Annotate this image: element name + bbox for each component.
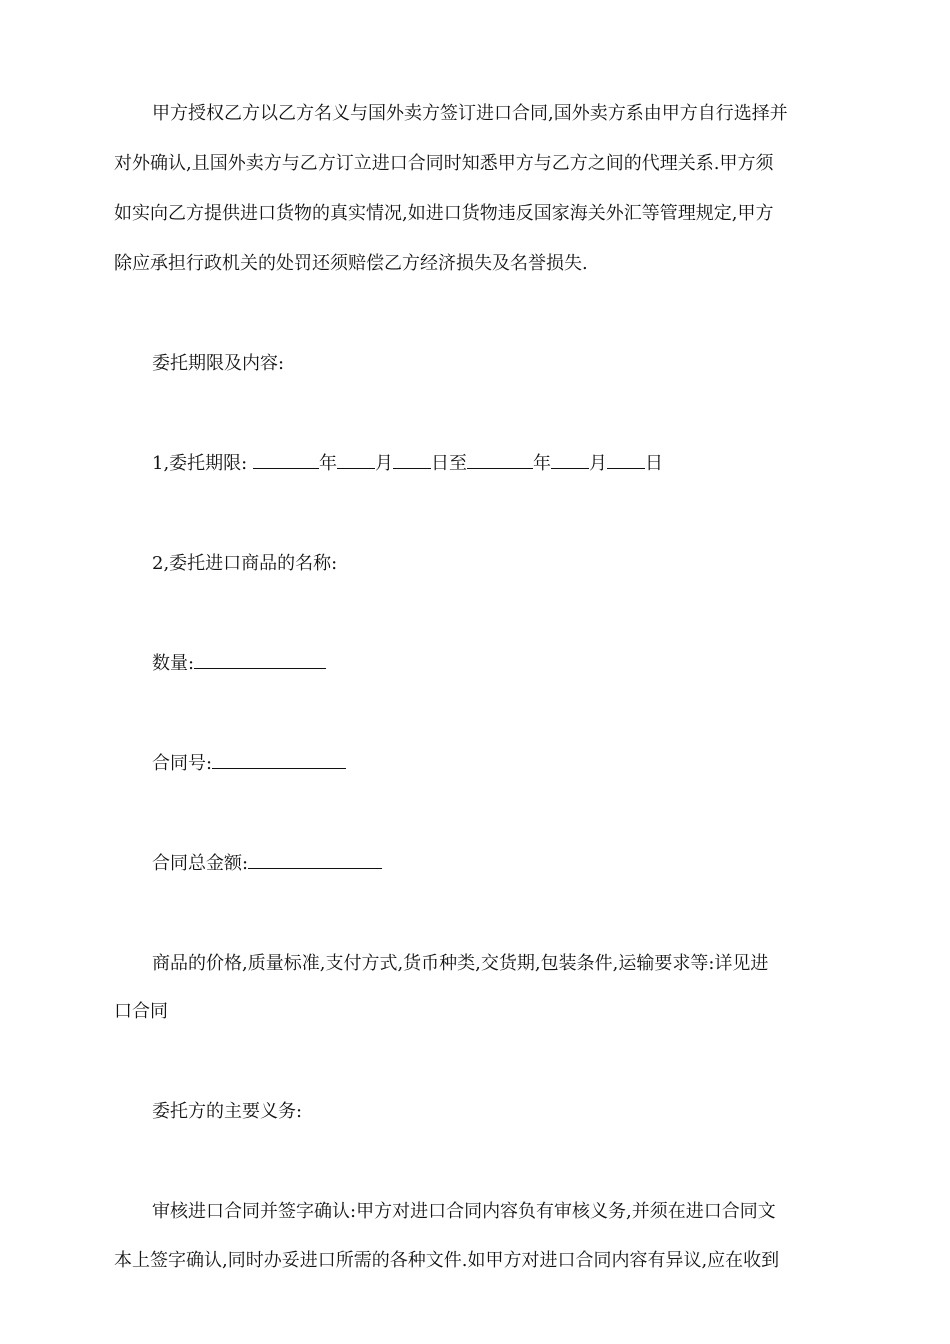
day-blank-1[interactable] [393,452,431,469]
contract-number-label: 合同号: [152,753,213,774]
term-label: 1,委托期限: [152,453,253,474]
heading-principal-duties: 委托方的主要义务: [152,1101,303,1122]
term-of-entrustment-line [152,452,882,476]
month-blank-2[interactable] [551,452,589,469]
year-blank-1[interactable] [253,452,319,469]
day-unit-2: 日 [644,453,663,474]
month-unit-2: 月 [588,453,607,474]
paragraph-authorization-line-2: 对外确认,且国外卖方与乙方订立进口合同时知悉甲方与乙方之间的代理关系.甲方须 [114,153,774,174]
year-unit-1: 年 [318,453,337,474]
paragraph-review-contract-line-2: 本上签字确认,同时办妥进口所需的各种文件.如甲方对进口合同内容有异议,应在收到 [114,1250,780,1271]
month-unit-1: 月 [374,453,393,474]
day-to-unit: 日至 [430,453,467,474]
quantity-blank[interactable] [194,652,326,669]
quantity-label: 数量: [152,653,195,674]
paragraph-review-contract-line-1: 审核进口合同并签字确认:甲方对进口合同内容负有审核义务,并须在进口合同文 [152,1201,776,1222]
paragraph-authorization-line-3: 如实向乙方提供进口货物的真实情况,如进口货物违反国家海关外汇等管理规定,甲方 [114,203,774,224]
paragraph-goods-terms-line-1: 商品的价格,质量标准,支付方式,货币种类,交货期,包装条件,运输要求等:详见进 [152,953,769,974]
quantity-line [152,652,882,676]
goods-name-line: 2,委托进口商品的名称: [152,553,338,574]
paragraph-goods-terms-line-2: 口合同 [114,1001,168,1022]
contract-number-line [152,752,882,776]
contract-number-blank[interactable] [212,752,346,769]
day-blank-2[interactable] [607,452,645,469]
paragraph-authorization-line-4: 除应承担行政机关的处罚还须赔偿乙方经济损失及名誉损失. [114,253,588,274]
contract-total-amount-blank[interactable] [248,852,382,869]
year-unit-2: 年 [532,453,551,474]
year-blank-2[interactable] [467,452,533,469]
month-blank-1[interactable] [337,452,375,469]
heading-term-and-content: 委托期限及内容: [152,353,285,374]
paragraph-authorization-line-1: 甲方授权乙方以乙方名义与国外卖方签订进口合同,国外卖方系由甲方自行选择并 [152,103,788,124]
contract-total-amount-line [152,852,882,876]
contract-total-amount-label: 合同总金额: [152,853,249,874]
